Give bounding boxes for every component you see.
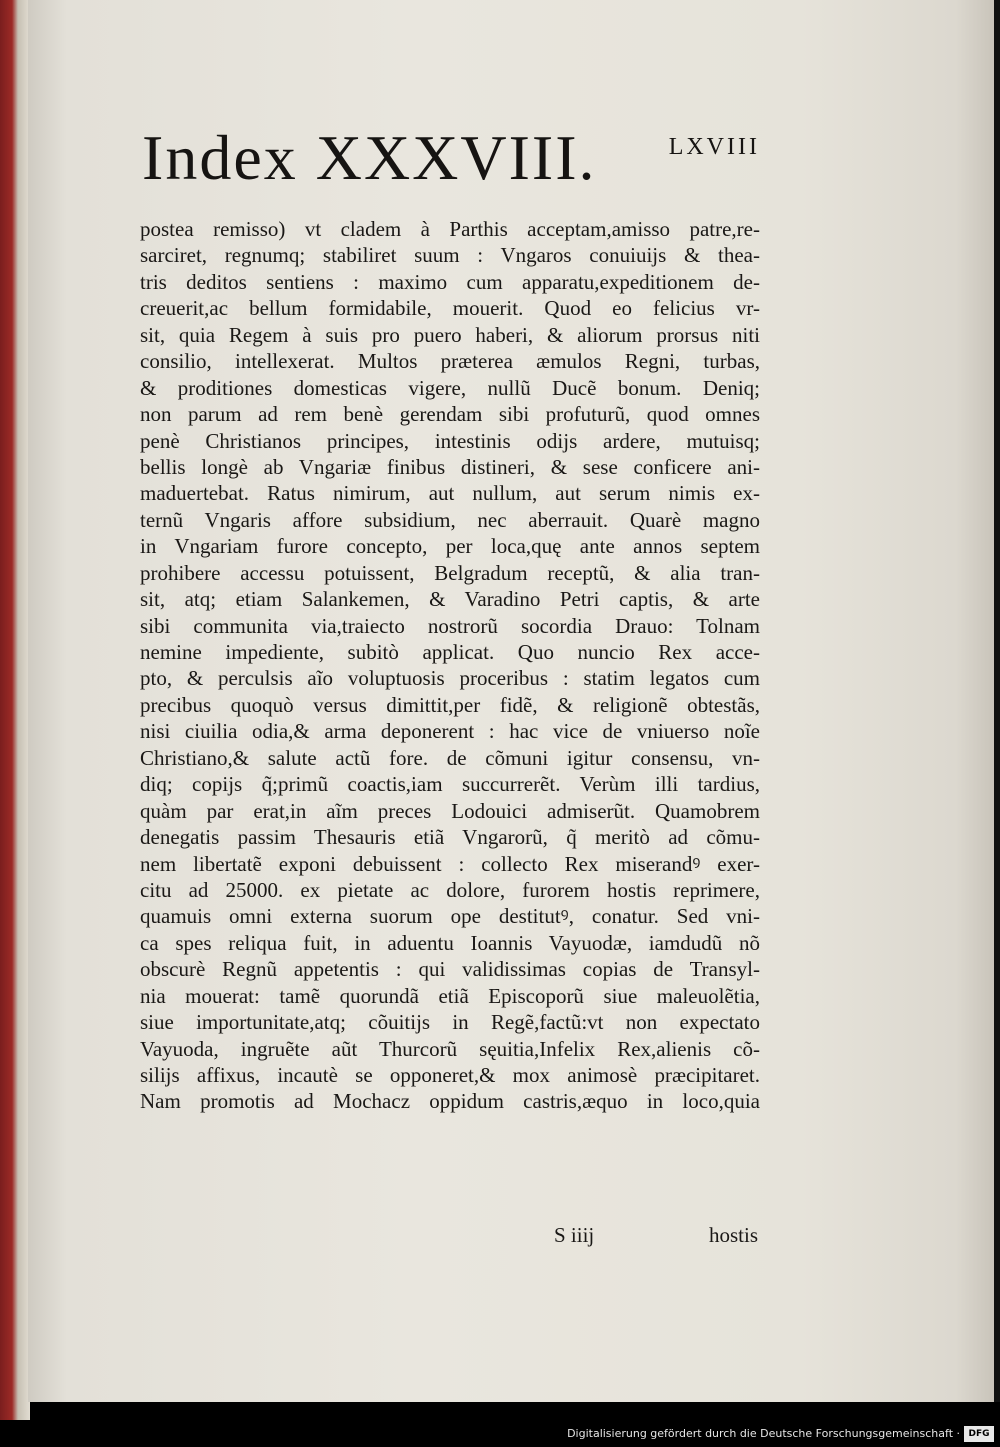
text-line: in Vngariam furore concepto, per loca,quę ante annos septem xyxy=(140,534,760,559)
page-title: Index XXXVIII. xyxy=(142,122,597,193)
funding-credit: Digitalisierung gefördert durch die Deutsche Forschungsgemeinschaft · xyxy=(567,1427,960,1440)
text-line: citu ad 25000. ex pietate ac dolore, furorem hostis reprimere, xyxy=(140,877,760,902)
text-line: nia mouerat: tamẽ quorundã etiã Episcoporũ siue maleuolẽtia, xyxy=(140,983,760,1008)
folio-number: LXVIII xyxy=(668,134,760,160)
text-line: ternũ Vngaris affore subsidium, nec aberrauit. Quarè magno xyxy=(140,507,760,532)
text-line: Christiano,& salute actũ fore. de cõmuni igitur consensu, vn- xyxy=(140,745,760,770)
catchword: hostis xyxy=(708,1223,758,1247)
signature-line xyxy=(140,1221,760,1249)
text-line: sibi communita via,traiecto nostrorũ socordia Drauo: Tolnam xyxy=(140,613,760,638)
text-line: silijs affixus, incautè se opponeret,& mox animosè præcipitaret. xyxy=(140,1063,760,1087)
text-line: sit, quia Regem à suis pro puero haberi, & aliorum prorsus niti xyxy=(140,322,760,347)
text-line: consilio, intellexerat. Multos præterea æmulos Regni, turbas, xyxy=(140,349,760,374)
text-line: sarciret, regnumq; stabiliret suum : Vngaros conuiuijs & thea- xyxy=(140,243,760,268)
signature-mark: S iiij xyxy=(554,1223,595,1247)
text-line: quàm par erat,in aĩm preces Lodouici admiserũt. Quamobrem xyxy=(140,798,760,823)
text-line: Nam promotis ad Mochacz oppidum castris,æquo in loco,quia xyxy=(140,1089,760,1114)
binding-edge xyxy=(0,0,30,1447)
text-line: bellis longè ab Vngariæ finibus distineri, & sese conficere ani- xyxy=(140,454,760,479)
text-line: postea remisso) vt cladem à Parthis acceptam,amisso patre,re- xyxy=(140,217,760,241)
body-text xyxy=(140,216,760,1115)
text-line: quamuis omni externa suorum ope destitutꝰ, conatur. Sed vni- xyxy=(140,904,760,929)
text-line: non parum ad rem benè gerendam sibi profuturũ, quod omnes xyxy=(140,402,760,427)
text-line: sit, atq; etiam Salankemen, & Varadino Petri captis, & arte xyxy=(140,587,760,612)
text-line: nisi ciuilia odia,& arma deponerent : hac vice de vniuerso noĩe xyxy=(140,719,760,744)
running-head xyxy=(142,118,762,208)
text-line: precibus quoquò versus dimittit,per fidẽ, & religionẽ obtestãs, xyxy=(140,692,760,717)
text-line: Vayuoda, ingruẽte aũt Thurcorũ sęuitia,Infelix Rex,alienis cõ- xyxy=(140,1036,760,1061)
text-line: nemine impediente, subitò applicat. Quo nuncio Rex acce- xyxy=(140,640,760,664)
text-line: obscurè Regnũ appetentis : qui validissimas copias de Transyl- xyxy=(140,957,760,982)
text-line: prohibere accessu potuissent, Belgradum receptũ, & alia tran- xyxy=(140,560,760,585)
text-line: diq; copijs q̃;primũ coactis,iam succurrerẽt. Verùm illi tardius, xyxy=(140,772,760,797)
text-line: tris deditos sentiens : maximo cum apparatu,expeditionem de- xyxy=(140,269,760,294)
text-line: pto, & perculsis aĩo voluptuosis proceribus : statim legatos cum xyxy=(140,666,760,691)
text-line: & proditiones domesticas vigere, nullũ Ducẽ bonum. Deniq; xyxy=(140,375,760,400)
text-line: nem libertatẽ exponi debuissent : collecto Rex miserandꝰ exer- xyxy=(140,851,760,876)
text-line: siue importunitate,atq; cõuitijs in Regẽ,factũ:vt non expectato xyxy=(140,1010,760,1035)
text-line: denegatis passim Thesauris etiã Vngarorũ, q̃ meritò ad cõmu- xyxy=(140,825,760,850)
dfg-logo: DFG xyxy=(964,1426,994,1442)
text-line: penè Christianos principes, intestinis odijs ardere, mutuisq; xyxy=(140,428,760,453)
text-line: maduertebat. Ratus nimirum, aut nullum, aut serum nimis ex- xyxy=(140,481,760,506)
text-line: creuerit,ac bellum formidabile, mouerit. Quod eo felicius vr- xyxy=(140,296,760,321)
text-line: ca spes reliqua fuit, in aduentu Ioannis Vayuodæ, iamdudũ nõ xyxy=(140,930,760,955)
